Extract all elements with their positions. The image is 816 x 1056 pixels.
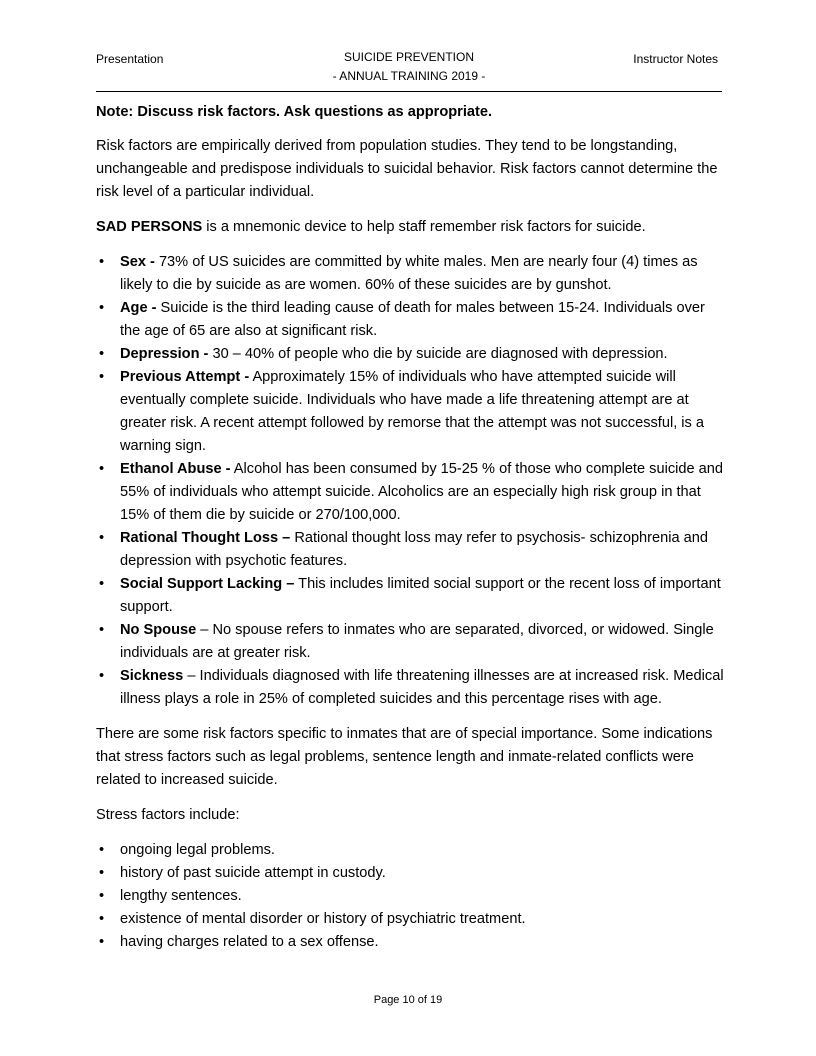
header-divider [96,91,722,92]
risk-factor-term: Ethanol Abuse - [120,461,231,477]
risk-factor-text: Approximately 15% of individuals who have attempted suicide will eventually complete suicide. Individuals who have made a life threatening attempt are at greater risk. A recent attempt followed by remorse that the attempt was not successful, is a warning sign. [120,369,705,454]
page-number: Page 10 of 19 [373,994,443,1006]
bullet-icon: • [99,934,105,950]
risk-factor-term: Depression - [120,346,209,362]
bullet-icon: • [99,865,105,881]
risk-factor-term: Previous Attempt - [120,369,250,385]
stress-factor-text: ongoing legal problems. [120,842,275,858]
risk-factor-term: Sickness [120,668,184,684]
instructor-note: Note: Discuss risk factors. Ask questions as appropriate. [96,104,493,120]
bullet-icon: • [99,911,105,927]
bullet-icon: • [99,300,105,316]
bullet-icon: • [99,530,105,546]
risk-factor-text: This includes limited social support or the recent loss of important support. [120,576,721,615]
page-header [96,48,722,91]
risk-factor-text: Rational thought loss may refer to psychosis- schizophrenia and depression with psychotic features. [120,530,709,569]
list-item [96,908,724,931]
bullet-icon: • [99,254,105,270]
document-body [96,101,724,966]
header-title [96,48,722,86]
list-item [96,619,724,665]
mnemonic-term: SAD PERSONS [96,219,203,235]
stress-factor-text: history of past suicide attempt in custody. [120,865,386,881]
mnemonic-text: is a mnemonic device to help staff remember risk factors for suicide. [202,219,646,235]
risk-factor-text: 73% of US suicides are committed by white males. Men are nearly four (4) times as likely to die by suicide as are women. 60% of these suicides are by gunshot. [120,254,698,293]
inmate-risk-paragraph: There are some risk factors specific to inmates that are of special importance. Some indications that stress factors such as legal problems, sentence length and inmate-related conflicts were related to increased suicide. [96,726,713,788]
risk-factor-term: Sex - [120,254,155,270]
risk-factor-list [96,251,724,711]
bullet-icon: • [99,461,105,477]
stress-factor-list [96,839,724,954]
bullet-icon: • [99,622,105,638]
header-title-line1: SUICIDE PREVENTION [343,50,475,64]
list-item [96,885,724,908]
risk-factor-term: No Spouse [120,622,197,638]
stress-factor-text: having charges related to a sex offense. [120,934,379,950]
risk-factor-text: Alcohol has been consumed by 15-25 % of those who complete suicide and 55% of individuals who attempt suicide. Alcoholics are an especially high risk group in that 15% of them die by suicide or 270/100,000. [120,461,723,523]
risk-factor-text: 30 – 40% of people who die by suicide are diagnosed with depression. [208,346,668,362]
list-item [96,297,724,343]
bullet-icon: • [99,842,105,858]
risk-factor-text: Suicide is the third leading cause of death for males between 15-24. Individuals over the age of 65 are also at significant risk. [120,300,705,339]
list-item [96,573,724,619]
list-item [96,931,724,954]
bullet-icon: • [99,346,105,362]
risk-factor-term: Age - [120,300,157,316]
risk-factor-text: – Individuals diagnosed with life threatening illnesses are at increased risk. Medical illness plays a role in 25% of completed suicides and this percentage rises with age. [120,668,724,707]
list-item [96,366,724,458]
list-item [96,862,724,885]
stress-factor-text: existence of mental disorder or history of psychiatric treatment. [120,911,526,927]
risk-factor-term: Rational Thought Loss – [120,530,291,546]
stress-factors-intro: Stress factors include: [96,807,240,823]
header-title-line2: - ANNUAL TRAINING 2019 - [332,69,486,83]
list-item [96,527,724,573]
header-right-label: Instructor Notes [633,52,718,66]
list-item [96,458,724,527]
bullet-icon: • [99,888,105,904]
bullet-icon: • [99,668,105,684]
list-item [96,839,724,862]
intro-paragraph: Risk factors are empirically derived from population studies. They tend to be longstanding, unchangeable and predispose individuals to suicidal behavior. Risk factors cannot determine the risk level of a particular individual. [96,138,718,200]
mnemonic-paragraph [96,216,724,239]
list-item [96,251,724,297]
list-item [96,665,724,711]
risk-factor-text: – No spouse refers to inmates who are separated, divorced, or widowed. Single individuals are at greater risk. [120,622,714,661]
bullet-icon: • [99,576,105,592]
list-item [96,343,724,366]
risk-factor-term: Social Support Lacking – [120,576,295,592]
header-left-label: Presentation [96,52,164,66]
stress-factor-text: lengthy sentences. [120,888,242,904]
bullet-icon: • [99,369,105,385]
